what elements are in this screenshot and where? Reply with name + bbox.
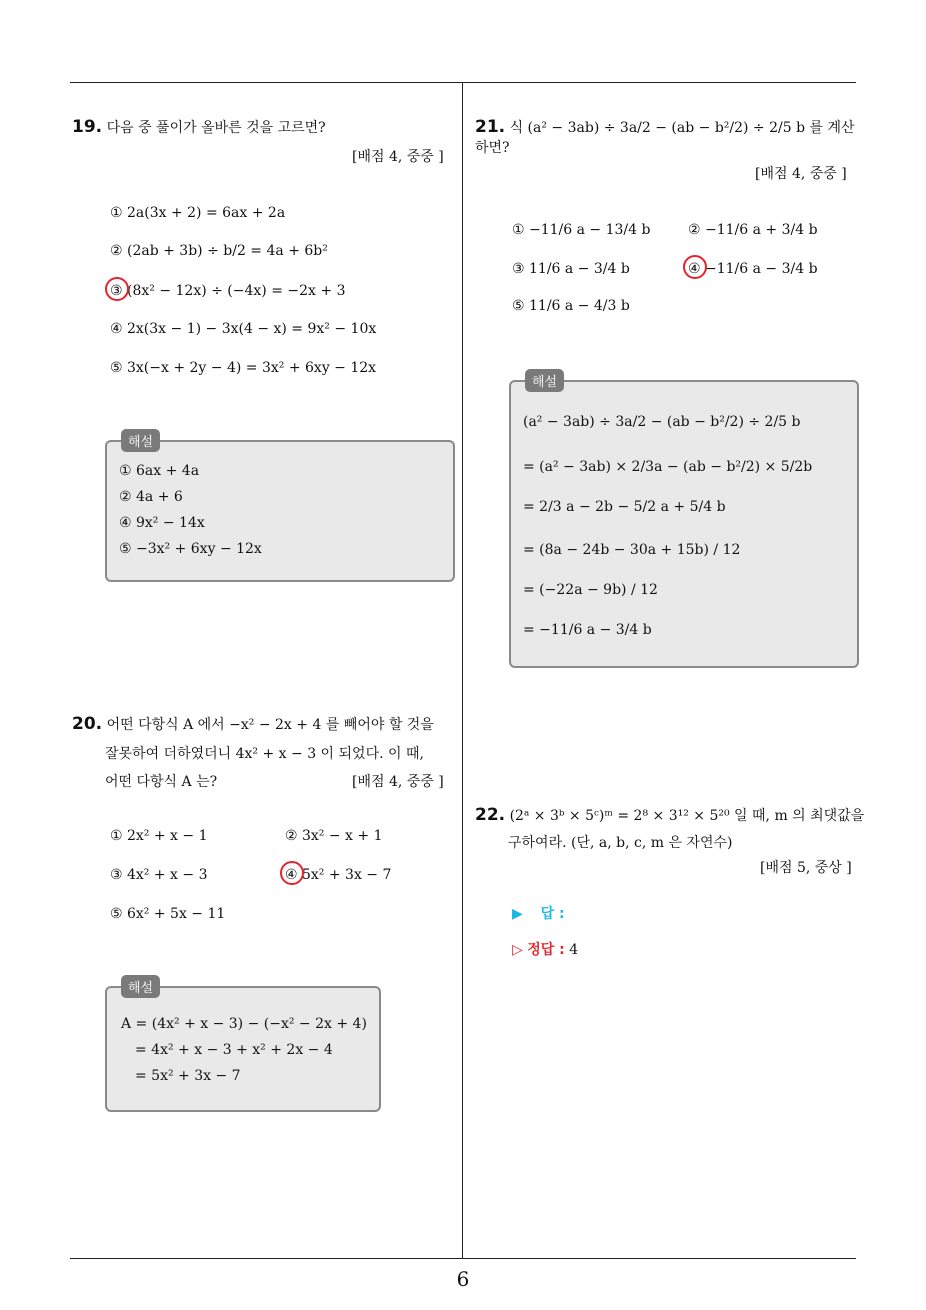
option-3[interactable]: ③ 4x² + x − 3	[110, 867, 208, 883]
top-rule	[70, 82, 856, 83]
question-22	[475, 805, 864, 825]
option-1[interactable]: ① −11/6 a − 13/4 b	[512, 222, 651, 238]
question-21-meta: [배점 4, 중중 ]	[755, 166, 847, 182]
option-4-selected[interactable]: ④ 5x² + 3x − 7	[285, 867, 391, 883]
outline-arrow-icon: ▷	[512, 942, 523, 958]
question-text-line: 어떤 다항식 A 는?	[105, 774, 218, 790]
solution-line: = (8a − 24b − 30a + 15b) / 12	[523, 542, 741, 558]
solution-line: (a² − 3ab) ÷ 3a/2 − (ab − b²/2) ÷ 2/5 b	[523, 414, 801, 430]
correct-answer-row	[512, 939, 578, 959]
option-3-selected[interactable]: ③ (8x² − 12x) ÷ (−4x) = −2x + 3	[110, 283, 345, 299]
option-2[interactable]: ② (2ab + 3b) ÷ b/2 = 4a + 6b²	[110, 243, 328, 259]
solution-tag: 해설	[525, 369, 564, 392]
question-number: 22.	[475, 805, 506, 825]
question-text-line: 잘못하여 더하였더니 4x² + x − 3 이 되었다. 이 때,	[105, 746, 424, 762]
solution-line: = (−22a − 9b) / 12	[523, 582, 658, 598]
selected-circle-mark	[105, 277, 129, 301]
question-20	[72, 714, 434, 734]
question-text-line: (2ᵃ × 3ᵇ × 5ᶜ)ᵐ = 2⁸ × 3¹² × 5²⁰ 일 때, m 의 최댓값을	[509, 808, 865, 824]
question-text: 다음 중 풀이가 올바른 것을 고르면?	[106, 120, 326, 136]
question-21	[475, 117, 857, 157]
selected-circle-mark	[683, 255, 707, 279]
option-1[interactable]: ① 2a(3x + 2) = 6ax + 2a	[110, 205, 286, 221]
solution-line: A = (4x² + x − 3) − (−x² − 2x + 4)	[121, 1016, 367, 1032]
option-5[interactable]: ⑤ 3x(−x + 2y − 4) = 3x² + 6xy − 12x	[110, 360, 377, 376]
solution-line: = (a² − 3ab) × 2/3a − (ab − b²/2) × 5/2b	[523, 459, 813, 475]
solution-box-21	[509, 375, 859, 668]
question-19	[72, 117, 326, 137]
solution-box-20	[105, 981, 381, 1112]
solution-tag: 해설	[121, 429, 160, 452]
answer-label: 답 :	[540, 906, 565, 922]
correct-answer-value: 4	[569, 942, 579, 958]
question-text-line: 구하여라. (단, a, b, c, m 은 자연수)	[508, 835, 733, 851]
option-5[interactable]: ⑤ 11/6 a − 4/3 b	[512, 298, 630, 314]
question-number: 20.	[72, 714, 103, 734]
question-number: 19.	[72, 117, 103, 137]
selected-circle-mark	[280, 861, 304, 885]
question-text: 식 (a² − 3ab) ÷ 3a/2 − (ab − b²/2) ÷ 2/5 b 를 계산하면?	[475, 120, 855, 156]
question-20-meta: [배점 4, 중중 ]	[352, 774, 444, 790]
solution-line: = −11/6 a − 3/4 b	[523, 622, 652, 638]
option-4[interactable]: ④ 2x(3x − 1) − 3x(4 − x) = 9x² − 10x	[110, 321, 377, 337]
question-22-meta: [배점 5, 중상 ]	[760, 860, 852, 876]
solution-line: = 4x² + x − 3 + x² + 2x − 4	[135, 1042, 333, 1058]
solution-line: ⑤ −3x² + 6xy − 12x	[119, 541, 262, 557]
solution-tag: 해설	[121, 975, 160, 998]
question-number: 21.	[475, 117, 506, 137]
answer-row	[512, 903, 565, 923]
option-4-selected[interactable]: ④ −11/6 a − 3/4 b	[688, 261, 818, 277]
solution-line: = 5x² + 3x − 7	[135, 1068, 241, 1084]
solution-line: ④ 9x² − 14x	[119, 515, 205, 531]
solution-box-19	[105, 435, 455, 582]
option-1[interactable]: ① 2x² + x − 1	[110, 828, 208, 844]
option-3[interactable]: ③ 11/6 a − 3/4 b	[512, 261, 630, 277]
solution-line: ② 4a + 6	[119, 489, 183, 505]
column-divider	[462, 82, 463, 1258]
solution-line: ① 6ax + 4a	[119, 463, 200, 479]
option-5[interactable]: ⑤ 6x² + 5x − 11	[110, 906, 226, 922]
solution-line: = 2/3 a − 2b − 5/2 a + 5/4 b	[523, 499, 726, 515]
option-2[interactable]: ② −11/6 a + 3/4 b	[688, 222, 818, 238]
bottom-rule	[70, 1258, 856, 1259]
correct-answer-label: 정답 :	[527, 942, 565, 958]
question-19-meta: [배점 4, 중중 ]	[352, 149, 444, 165]
question-text-line: 어떤 다항식 A 에서 −x² − 2x + 4 를 빼어야 할 것을	[106, 717, 434, 733]
page-number: 6	[456, 1267, 470, 1291]
play-arrow-icon: ▶	[512, 906, 523, 922]
option-2[interactable]: ② 3x² − x + 1	[285, 828, 383, 844]
